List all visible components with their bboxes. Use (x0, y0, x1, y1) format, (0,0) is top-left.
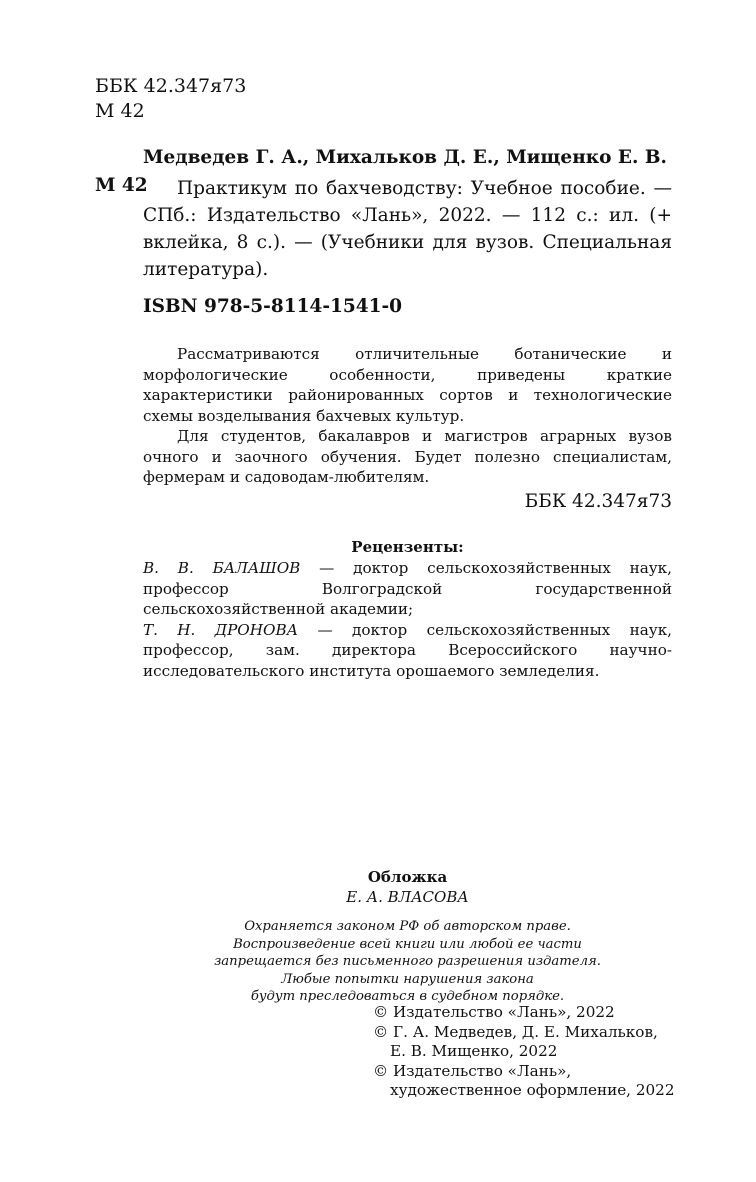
copyright-line: © Издательство «Лань», (373, 1061, 572, 1080)
copyright-line: © Издательство «Лань», 2022 (373, 1003, 615, 1021)
legal-line: будут преследоваться в судебном порядке. (250, 989, 565, 1005)
bbk-code: ББК 42.347я73 (95, 75, 247, 97)
annotation-paragraph: Для студентов, бакалавров и магистров аграрных вузов очного и заочного обучения. Будет полезно специалистам, фермерам и садоводам-любителям. (143, 427, 672, 486)
book-description (143, 175, 672, 283)
authors: Медведев Г. А., Михальков Д. Е., Мищенко Е. В. (143, 147, 667, 168)
legal-line: Охраняется законом РФ об авторском праве. (244, 919, 571, 934)
annotation-paragraph: Рассматриваются отличительные ботанические и морфологические особенности, приведены краткие характеристики районированных сортов и технологические схемы возделывания бахчевых культур. (143, 345, 672, 425)
isbn: ISBN 978-5-8114-1541-0 (143, 296, 403, 317)
copyright-line: Е. В. Мищенко, 2022 (390, 1042, 558, 1060)
reviewer-name: В. В. БАЛАШОВ (143, 559, 301, 577)
catalog-code: М 42 (95, 175, 148, 196)
reviewer-entry (143, 558, 672, 620)
description-text: Практикум по бахчеводству: Учебное пособие. — СПб.: Издательство «Лань», 2022. — 112 с.: ил. (+ вклейка, 8 с.). — (Учебники для вузов. Специальная литература). (143, 178, 672, 280)
reviewer-info: — доктор сельскохозяйственных наук, профессор Волгоградской государственной сельскохозяйственной академии; (143, 559, 673, 618)
reviewer-info: — доктор сельскохозяйственных наук, профессор, зам. директора Всероссийского научно-исследовательского института орошаемого земледелия. (143, 620, 673, 680)
cover-artist: Е. А. ВЛАСОВА (346, 888, 469, 906)
cover-label: Обложка (367, 868, 448, 886)
reviewer-entry (143, 620, 672, 682)
reviewers-title: Рецензенты: (351, 538, 464, 556)
reviewer-name: Т. Н. ДРОНОВА (143, 620, 299, 639)
annotation (143, 344, 672, 488)
header-bbk-block (95, 74, 246, 124)
cover-credit (143, 867, 672, 907)
copyright-line: © Г. А. Медведев, Д. Е. Михальков, (373, 1022, 658, 1041)
annotation-bbk: ББК 42.347я73 (524, 491, 672, 512)
copyright-block (373, 1003, 675, 1101)
legal-line: запрещается без письменного разрешения издателя. (214, 954, 601, 970)
legal-line: Любые попытки нарушения закона (281, 971, 534, 987)
legal-line: Воспроизведение всей книги или любой ее части (233, 936, 582, 952)
legal-notice (143, 918, 672, 1006)
author-mark: М 42 (95, 100, 145, 122)
reviewers-list (143, 558, 672, 681)
copyright-line: художественное оформление, 2022 (390, 1081, 675, 1099)
